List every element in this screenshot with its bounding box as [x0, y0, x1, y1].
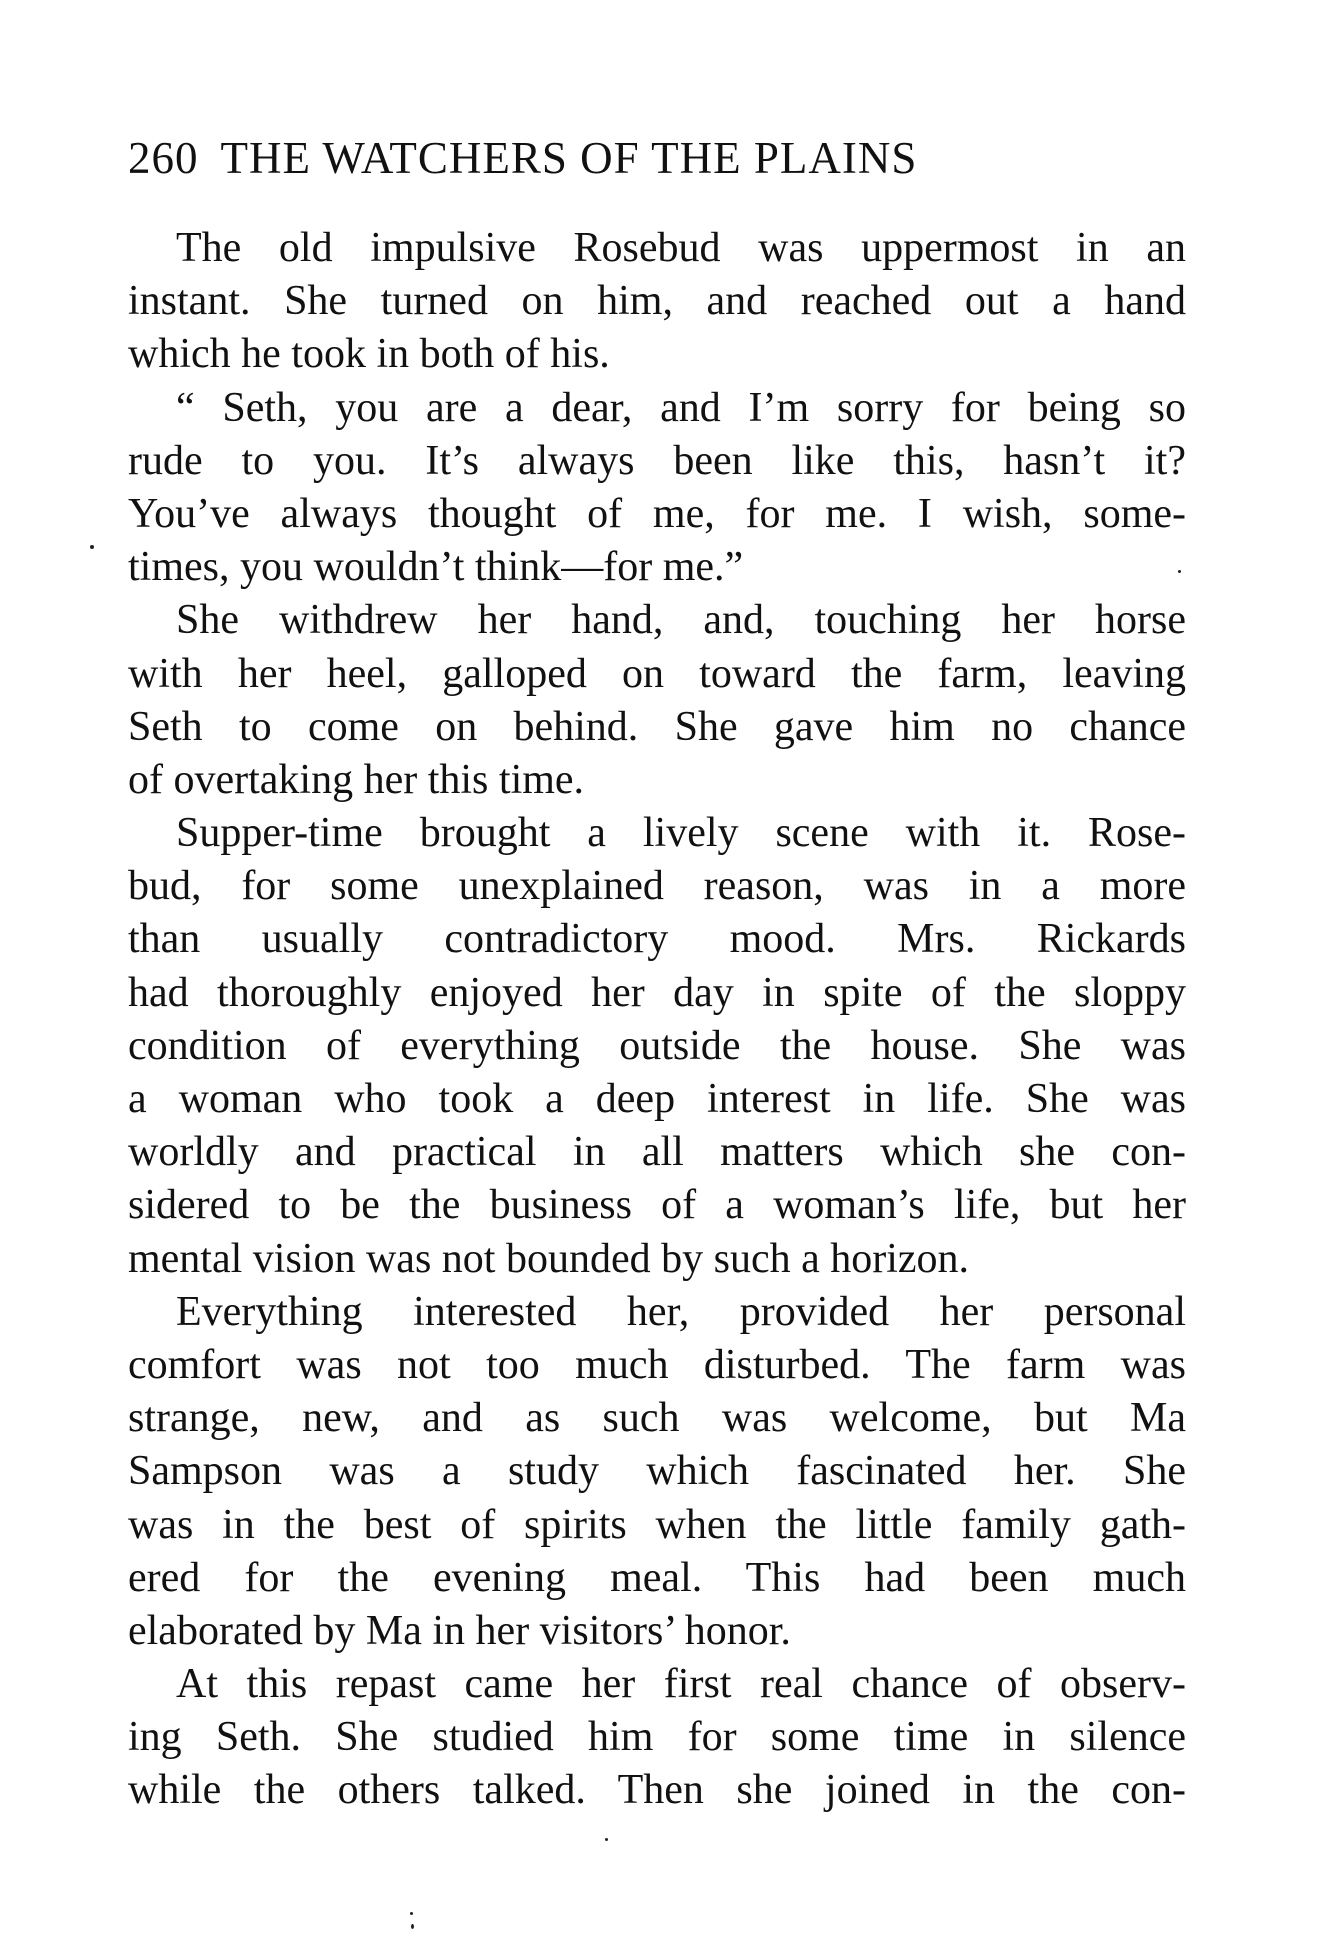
text-line: strange, new, and as such was welcome, but Ma: [128, 1395, 1186, 1442]
paragraph: [128, 1286, 1186, 1658]
text-line: Everything interested her, provided her personal: [176, 1288, 1186, 1335]
stray-ink-mark: [1178, 570, 1181, 573]
stray-ink-mark: [605, 1838, 608, 1841]
text-line: ered for the evening meal. This had been much: [128, 1554, 1186, 1601]
page-number: 260: [128, 133, 199, 183]
text-line: had thoroughly enjoyed her day in spite of the sloppy: [128, 969, 1186, 1016]
paragraph: [128, 807, 1186, 1286]
text-line: instant. She turned on him, and reached out a hand: [128, 278, 1186, 325]
paragraph: [128, 222, 1186, 382]
paragraph: [128, 1658, 1186, 1818]
stray-ink-mark: [90, 545, 94, 549]
text-line: You’ve always thought of me, for me. I wish, some-: [128, 490, 1186, 537]
text-line: The old impulsive Rosebud was uppermost in an: [176, 225, 1186, 271]
text-line: which he took in both of his.: [128, 331, 610, 378]
text-line: a woman who took a deep interest in life. She was: [128, 1076, 1186, 1122]
text-line: She withdrew her hand, and, touching her horse: [176, 597, 1186, 644]
text-line: Supper-time brought a lively scene with it. Rose-: [176, 810, 1186, 857]
text-line: times, you wouldn’t think—for me.”: [128, 544, 744, 591]
text-line: sidered to be the business of a woman’s life, but her: [128, 1182, 1186, 1229]
text-line: with her heel, galloped on toward the farm, leaving: [128, 650, 1186, 697]
text-line: Seth to come on behind. She gave him no chance: [128, 703, 1186, 750]
text-line: was in the best of spirits when the little family gath-: [128, 1501, 1186, 1548]
text-line: “ Seth, you are a dear, and I’m sorry for being so: [176, 384, 1186, 431]
running-title: THE WATCHERS OF THE PLAINS: [220, 133, 918, 183]
text-line: rude to you. It’s always been like this, hasn’t it?: [128, 437, 1186, 484]
text-line: than usually contradictory mood. Mrs. Rickards: [128, 916, 1186, 963]
text-line: comfort was not too much disturbed. The farm was: [128, 1341, 1186, 1388]
text-line: bud, for some unexplained reason, was in a more: [128, 863, 1186, 910]
text-line: while the others talked. Then she joined in the con-: [128, 1767, 1186, 1814]
text-line: Sampson was a study which fascinated her. She: [128, 1448, 1186, 1495]
text-line: of overtaking her this time.: [128, 756, 585, 803]
paragraph: [128, 382, 1186, 595]
stray-ink-mark: [411, 1924, 414, 1929]
text-line: ing Seth. She studied him for some time in silence: [128, 1714, 1186, 1761]
text-line: condition of everything outside the house. She was: [128, 1022, 1186, 1069]
text-line: elaborated by Ma in her visitors’ honor.: [128, 1607, 791, 1654]
running-head: [128, 128, 1178, 188]
paragraph: [128, 594, 1186, 807]
body-text: [128, 222, 1186, 1818]
stray-ink-mark: [410, 1912, 413, 1915]
text-line: At this repast came her first real chance of observ-: [176, 1661, 1186, 1708]
text-line: worldly and practical in all matters which she con-: [128, 1129, 1186, 1176]
text-line: mental vision was not bounded by such a horizon.: [128, 1235, 970, 1282]
